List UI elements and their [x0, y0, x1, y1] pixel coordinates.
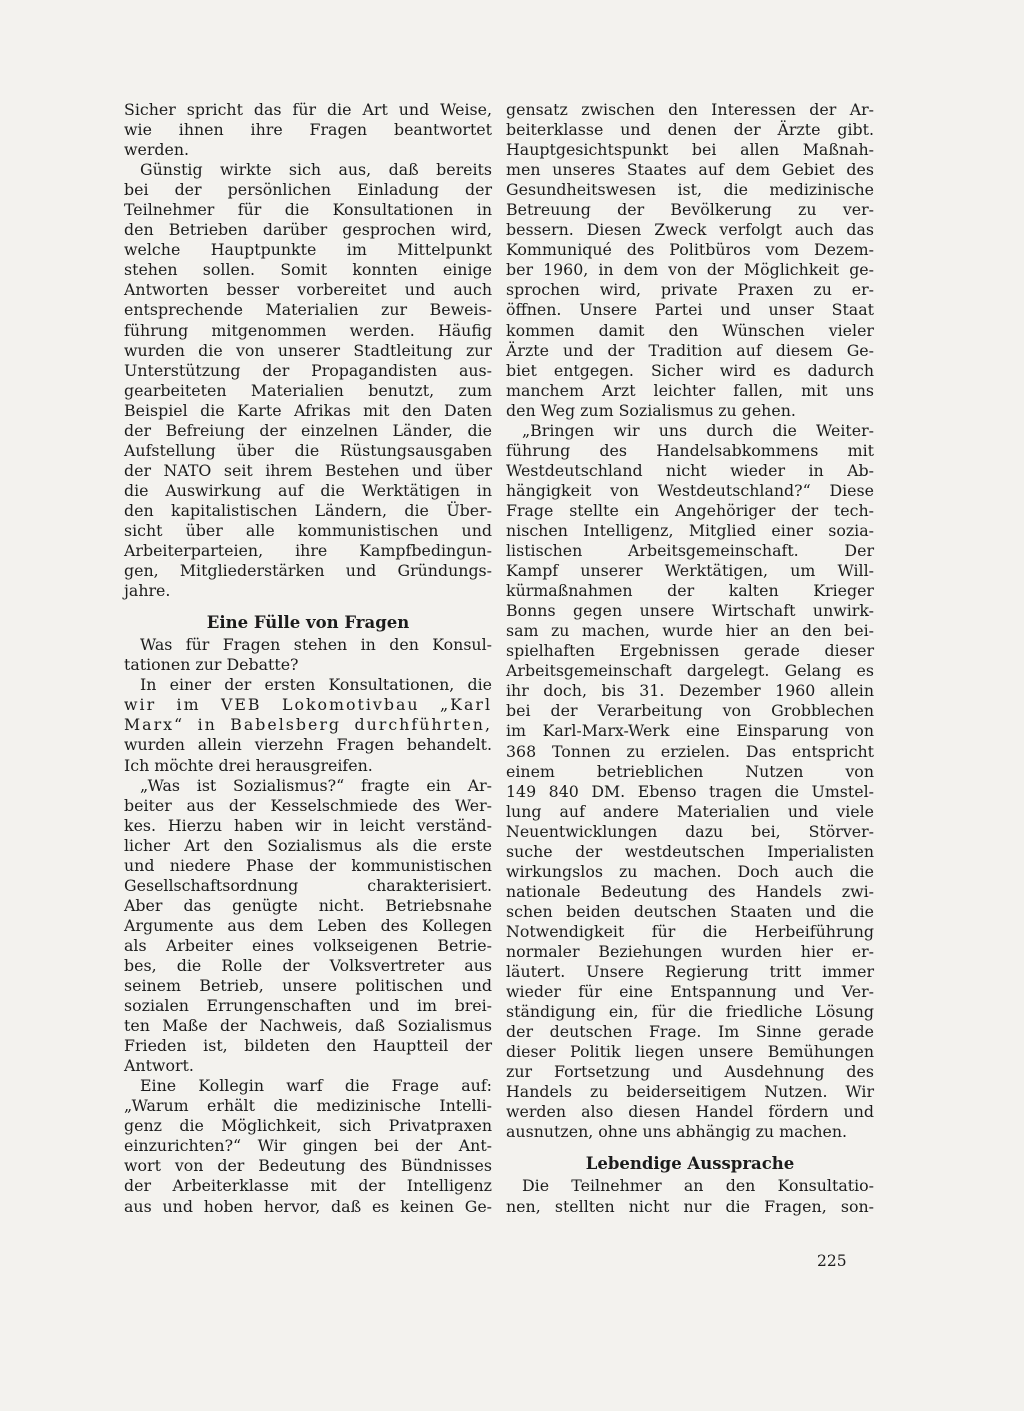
- text-line: sam zu machen, wurde hier an den bei-: [506, 621, 874, 641]
- text-line: Handels zu beiderseitigem Nutzen. Wir: [506, 1082, 874, 1102]
- text-line: nischen Intelligenz, Mitglied einer sozia-: [506, 520, 874, 540]
- text-line: führung mitgenommen werden. Häufig: [124, 320, 492, 340]
- text-line: Betreuung der Bevölkerung zu ver-: [506, 200, 874, 220]
- right-text-column: [506, 100, 874, 1217]
- text-line: tationen zur Debatte?: [124, 655, 299, 675]
- text-line: Bonns gegen unsere Wirtschaft unwirk-: [506, 601, 874, 621]
- text-line: Günstig wirkte sich aus, daß bereits: [140, 160, 492, 180]
- text-line: Frieden ist, bildeten den Hauptteil der: [124, 1036, 492, 1056]
- text-line: beiterklasse und denen der Ärzte gibt.: [506, 120, 874, 140]
- text-line: den Weg zum Sozialismus zu gehen.: [506, 400, 796, 420]
- text-line: wir im VEB Lokomotivbau „Karl: [124, 695, 492, 715]
- text-line: stehen sollen. Somit konnten einige: [124, 260, 492, 280]
- text-line: Die Teilnehmer an den Konsultatio-: [522, 1176, 874, 1196]
- text-line: „Bringen wir uns durch die Weiter-: [522, 420, 874, 440]
- text-line: Ärzte und der Tradition auf diesem Ge-: [506, 340, 874, 360]
- text-line: welche Hauptpunkte im Mittelpunkt: [124, 240, 492, 260]
- text-line: bei der persönlichen Einladung der: [124, 180, 492, 200]
- text-line: Beispiel die Karte Afrikas mit den Daten: [124, 400, 492, 420]
- text-line: bes, die Rolle der Volksvertreter aus: [124, 955, 492, 975]
- left-text-column: [124, 100, 492, 1217]
- text-line: sicht über alle kommunistischen und: [124, 520, 492, 540]
- text-line: Antworten besser vorbereitet und auch: [124, 280, 492, 300]
- text-line: dieser Politik liegen unsere Bemühungen: [506, 1042, 874, 1062]
- text-line: Kommuniqué des Politbüros vom Dezem-: [506, 240, 874, 260]
- text-line: Unterstützung der Propagandisten aus-: [124, 360, 492, 380]
- text-line: 368 Tonnen zu erzielen. Das entspricht: [506, 741, 874, 761]
- text-line: bei der Verarbeitung von Grobblechen: [506, 701, 874, 721]
- text-line: gearbeiteten Materialien benutzt, zum: [124, 380, 492, 400]
- text-line: Westdeutschland nicht wieder in Ab-: [506, 460, 874, 480]
- text-line: 149 840 DM. Ebenso tragen die Umstel-: [506, 781, 874, 801]
- text-line: Marx“ in Babelsberg durchführten,: [124, 715, 492, 735]
- text-line: wort von der Bedeutung des Bündnisses: [124, 1156, 492, 1176]
- text-line: läutert. Unsere Regierung tritt immer: [506, 962, 874, 982]
- text-line: manchem Arzt leichter fallen, mit uns: [506, 380, 874, 400]
- text-line: suche der westdeutschen Imperialisten: [506, 841, 874, 861]
- text-line: wie ihnen ihre Fragen beantwortet: [124, 120, 492, 140]
- text-line: kes. Hierzu haben wir in leicht verständ-: [124, 815, 492, 835]
- text-line: einem betrieblichen Nutzen von: [506, 761, 874, 781]
- text-line: biet entgegen. Sicher wird es dadurch: [506, 360, 874, 380]
- text-line: Teilnehmer für die Konsultationen in: [124, 200, 492, 220]
- text-line: wurden die von unserer Stadtleitung zur: [124, 340, 492, 360]
- text-line: ausnutzen, ohne uns abhängig zu machen.: [506, 1122, 848, 1142]
- text-line: Ich möchte drei herausgreifen.: [124, 755, 373, 775]
- text-line: der Befreiung der einzelnen Länder, die: [124, 420, 492, 440]
- text-line: Frage stellte ein Angehöriger der tech-: [506, 500, 874, 520]
- section-heading: Lebendige Aussprache: [585, 1154, 795, 1174]
- text-line: lung auf andere Materialien und viele: [506, 801, 874, 821]
- text-line: Aufstellung über die Rüstungsausgaben: [124, 440, 492, 460]
- text-line: Kampf unserer Werktätigen, um Will-: [506, 561, 874, 581]
- text-line: licher Art den Sozialismus als die erste: [124, 835, 492, 855]
- text-line: führung des Handelsabkommens mit: [506, 440, 874, 460]
- text-line: der NATO seit ihrem Bestehen und über: [124, 460, 492, 480]
- text-line: Arbeitsgemeinschaft dargelegt. Gelang es: [506, 661, 874, 681]
- text-line: und niedere Phase der kommunistischen: [124, 855, 492, 875]
- text-line: zur Fortsetzung und Ausdehnung des: [506, 1062, 874, 1082]
- text-line: werden.: [124, 140, 190, 160]
- text-line: „Was ist Sozialismus?“ fragte ein Ar-: [140, 775, 492, 795]
- text-line: gensatz zwischen den Interessen der Ar-: [506, 100, 874, 119]
- text-line: Argumente aus dem Leben des Kollegen: [124, 915, 492, 935]
- text-line: ber 1960, in dem von der Möglichkeit ge-: [506, 260, 874, 280]
- text-line: Eine Kollegin warf die Frage auf:: [140, 1076, 492, 1096]
- text-line: den kapitalistischen Ländern, die Über-: [124, 500, 492, 520]
- text-line: entsprechende Materialien zur Beweis-: [124, 300, 492, 320]
- text-line: wurden allein vierzehn Fragen behandelt.: [124, 735, 492, 755]
- text-line: Gesundheitswesen ist, die medizinische: [506, 180, 874, 200]
- text-line: den Betrieben darüber gesprochen wird,: [124, 220, 492, 240]
- text-line: Was für Fragen stehen in den Konsul-: [140, 635, 492, 655]
- text-line: nationale Bedeutung des Handels zwi-: [506, 881, 874, 901]
- text-line: beiter aus der Kesselschmiede des Wer-: [124, 795, 492, 815]
- text-line: nen, stellten nicht nur die Fragen, son-: [506, 1196, 874, 1216]
- text-line: Gesellschaftsordnung charakterisiert.: [124, 875, 492, 895]
- text-line: Aber das genügte nicht. Betriebsnahe: [124, 895, 492, 915]
- text-line: werden also diesen Handel fördern und: [506, 1102, 874, 1122]
- text-line: kürmaßnahmen der kalten Krieger: [506, 581, 874, 601]
- text-line: listischen Arbeitsgemeinschaft. Der: [506, 541, 874, 561]
- text-line: genz die Möglichkeit, sich Privatpraxen: [124, 1116, 492, 1136]
- text-line: ihr doch, bis 31. Dezember 1960 allein: [506, 681, 874, 701]
- text-line: sozialen Errungenschaften und im brei-: [124, 996, 492, 1016]
- text-line: im Karl-Marx-Werk eine Einsparung von: [506, 721, 874, 741]
- text-line: Arbeiterparteien, ihre Kampfbedingun-: [124, 541, 492, 561]
- text-line: die Auswirkung auf die Werktätigen in: [124, 480, 492, 500]
- text-line: jahre.: [124, 581, 171, 601]
- text-line: schen beiden deutschen Staaten und die: [506, 901, 874, 921]
- text-line: der deutschen Frage. Im Sinne gerade: [506, 1022, 874, 1042]
- text-line: öffnen. Unsere Partei und unser Staat: [506, 300, 874, 320]
- text-line: normaler Beziehungen wurden hier er-: [506, 941, 874, 961]
- text-line: Neuentwicklungen dazu bei, Störver-: [506, 821, 874, 841]
- text-line: einzurichten?“ Wir gingen bei der Ant-: [124, 1136, 492, 1156]
- text-line: gen, Mitgliederstärken und Gründungs-: [124, 561, 492, 581]
- text-line: spielhaften Ergebnissen gerade dieser: [506, 641, 874, 661]
- text-line: ständigung ein, für die friedliche Lösung: [506, 1002, 874, 1022]
- text-line: als Arbeiter eines volkseigenen Betrie-: [124, 935, 492, 955]
- text-line: kommen damit den Wünschen vieler: [506, 320, 874, 340]
- text-line: In einer der ersten Konsultationen, die: [140, 675, 492, 695]
- text-line: wieder für eine Entspannung und Ver-: [506, 982, 874, 1002]
- text-line: sprochen wird, private Praxen zu er-: [506, 280, 874, 300]
- page-number: 225: [817, 1252, 847, 1270]
- text-line: ten Maße der Nachweis, daß Sozialismus: [124, 1016, 492, 1036]
- text-line: Sicher spricht das für die Art und Weise,: [124, 100, 492, 119]
- text-line: aus und hoben hervor, daß es keinen Ge-: [124, 1196, 492, 1216]
- text-line: Antwort.: [124, 1056, 194, 1076]
- text-line: hängigkeit von Westdeutschland?“ Diese: [506, 480, 874, 500]
- text-line: seinem Betrieb, unsere politischen und: [124, 976, 492, 996]
- text-line: der Arbeiterklasse mit der Intelligenz: [124, 1176, 492, 1196]
- text-line: Notwendigkeit für die Herbeiführung: [506, 921, 874, 941]
- text-line: wirkungslos zu machen. Doch auch die: [506, 861, 874, 881]
- section-heading: Eine Fülle von Fragen: [206, 613, 410, 633]
- text-line: „Warum erhält die medizinische Intelli-: [124, 1096, 492, 1116]
- text-line: bessern. Diesen Zweck verfolgt auch das: [506, 220, 874, 240]
- text-line: men unseres Staates auf dem Gebiet des: [506, 160, 874, 180]
- text-line: Hauptgesichtspunkt bei allen Maßnah-: [506, 140, 874, 160]
